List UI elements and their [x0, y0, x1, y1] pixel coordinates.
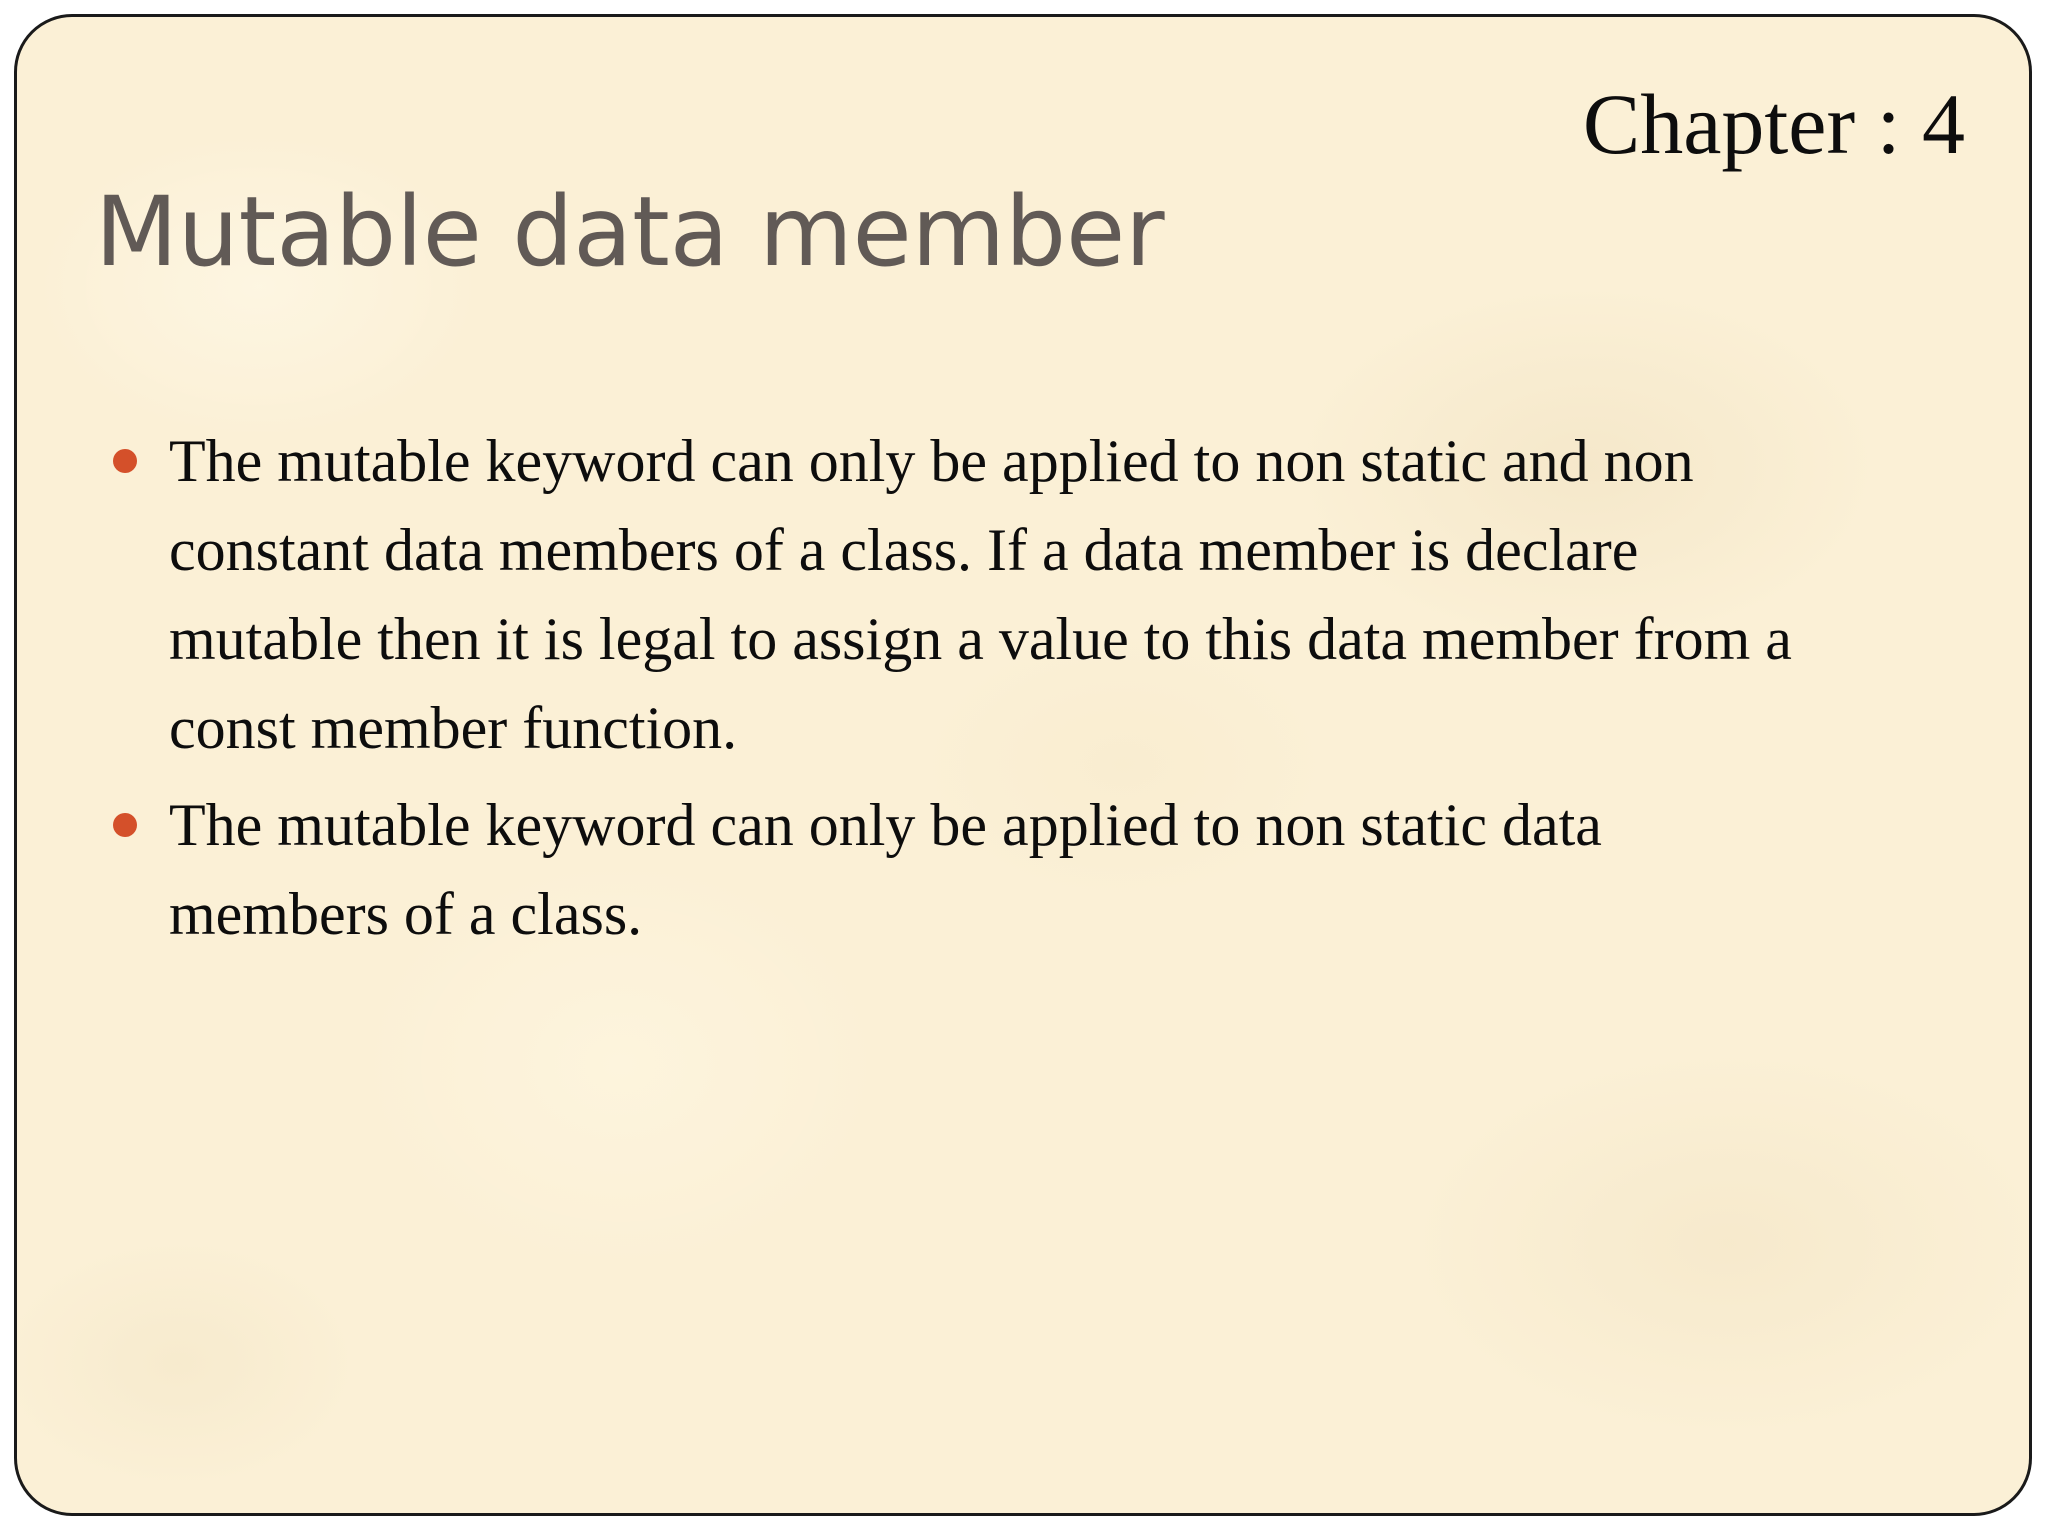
bullet-item [113, 417, 1793, 773]
chapter-label: Chapter : 4 [1582, 76, 1965, 172]
slide [14, 14, 2032, 1516]
bullet-dot-icon [113, 449, 137, 473]
bullet-item [113, 781, 1793, 959]
bullet-list [113, 417, 1793, 967]
bullet-dot-icon [113, 813, 137, 837]
bullet-text: The mutable keyword can only be applied to non static data members of a class. [169, 792, 1602, 947]
bullet-text: The mutable keyword can only be applied to non static and non constant data members of a class. If a data member is declare mutable then it is legal to assign a value to this data member from a const member function. [169, 428, 1792, 761]
slide-title: Mutable data member [95, 176, 1165, 288]
